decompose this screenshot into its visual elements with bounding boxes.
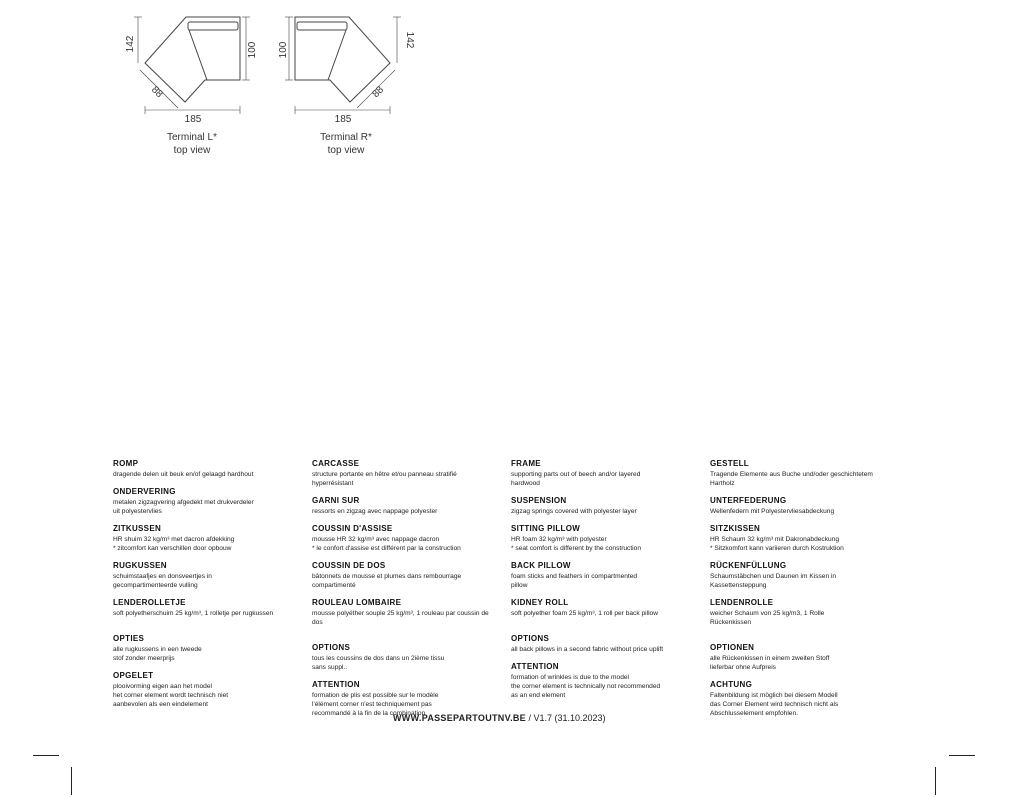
caption-terminal-left (132, 131, 252, 157)
spec-line: dos (312, 619, 323, 626)
version-text: / V1.7 (31.10.2023) (525, 713, 606, 723)
spec-line: Kassettensteppung (710, 582, 767, 589)
spec-line: Tragende Elemente aus Buche und/oder geschichtetem (710, 471, 873, 478)
spec-line: l'élément corner n'est techniquement pas (312, 701, 432, 708)
spec-line: * zitcomfort kan verschillen door opbouw (113, 545, 232, 552)
spec-line: Rückenkissen (710, 619, 752, 626)
caption-title: Terminal L* (166, 132, 218, 143)
spec-heading: SITZKISSEN (710, 524, 761, 533)
spec-line: hardwood (511, 480, 540, 487)
spec-line: zigzag springs covered with polyester layer (511, 508, 637, 515)
spec-section (511, 560, 701, 590)
spec-heading: ROMP (113, 459, 139, 468)
spec-heading: ONDERVERING (113, 487, 176, 496)
crop-mark-right-horizontal (949, 755, 975, 756)
dim-width: 185 (184, 114, 202, 125)
spec-line: as an end element (511, 692, 566, 699)
spec-section (312, 642, 502, 672)
spec-section (511, 495, 701, 516)
spec-line: pillow (511, 582, 528, 589)
footer (393, 713, 606, 723)
crop-mark-left-horizontal (33, 755, 59, 756)
spec-heading: UNTERFEDERUNG (710, 496, 787, 505)
spec-section (710, 642, 900, 672)
spec-line: stof zonder meerprijs (113, 655, 175, 662)
terminal-left-drawing (118, 10, 258, 130)
spec-section (113, 523, 303, 553)
dim-side: 88 (370, 84, 387, 101)
spec-body (511, 470, 701, 488)
column-dutch (113, 458, 303, 716)
dim-side: 88 (148, 84, 165, 101)
spec-body (710, 535, 900, 553)
crop-mark-right-vertical (935, 767, 936, 795)
spec-line: gecompartimenteerde vulling (113, 582, 198, 589)
spec-line: * seat comfort is different by the construction (511, 545, 641, 552)
spec-body (710, 609, 900, 627)
spec-section (710, 679, 900, 718)
spec-line: Schaumstäbchen und Daunen im Kissen in (710, 573, 837, 580)
dim-height: 100 (247, 41, 258, 59)
diagram-terminal-left (118, 10, 258, 130)
spec-heading: ATTENTION (312, 680, 360, 689)
spec-section (511, 523, 701, 553)
spec-heading: RUGKUSSEN (113, 561, 167, 570)
spec-heading: COUSSIN DE DOS (312, 561, 386, 570)
spec-line: formation of wrinkles is due to the model (511, 674, 630, 681)
spec-body (312, 609, 502, 627)
spec-body (312, 572, 502, 590)
spec-body (113, 572, 303, 590)
column-german (710, 458, 900, 725)
caption-terminal-right (286, 131, 406, 157)
spec-line: plooivorming eigen aan het model (113, 683, 212, 690)
spec-line: foam sticks and feathers in compartmented (511, 573, 638, 580)
spec-body (511, 572, 701, 590)
spec-heading: OPTIONS (511, 634, 550, 643)
spec-body (312, 654, 502, 672)
spec-body (312, 470, 502, 488)
spec-line: structure portante en hêtre et/ou panneau stratifié (312, 471, 457, 478)
spec-heading: OPTIONEN (710, 643, 755, 652)
spec-line: das Corner Element wird technisch nicht als (710, 701, 839, 708)
diagram-terminal-right (280, 10, 420, 130)
spec-body (511, 673, 701, 700)
spec-body (312, 507, 502, 516)
spec-line: all back pillows in a second fabric without price uplift (511, 646, 664, 653)
spec-body (511, 645, 701, 654)
spec-line: metalen zigzagvering afgedekt met drukverdeler (113, 499, 254, 506)
spec-heading: ROULEAU LOMBAIRE (312, 598, 402, 607)
spec-section (312, 597, 502, 627)
spec-line: alle Rückenkissen in einem zweiten Stoff (710, 655, 830, 662)
spec-heading: OPTIES (113, 634, 145, 643)
spec-line: sans suppl.. (312, 664, 348, 671)
terminal-right-drawing (280, 10, 420, 130)
spec-body (710, 572, 900, 590)
spec-section (113, 597, 303, 618)
spec-body (113, 470, 303, 479)
dim-depth: 142 (404, 31, 415, 49)
spec-body (113, 498, 303, 516)
spec-heading: LENDENROLLE (710, 598, 774, 607)
spec-line: HR Schaum 32 kg/m³ mit Dakronabdeckung (710, 536, 839, 543)
spec-body (511, 535, 701, 553)
spec-heading: ZITKUSSEN (113, 524, 162, 533)
spec-section (113, 458, 303, 479)
spec-line: tous les coussins de dos dans un 2ième tissu (312, 655, 445, 662)
spec-body (511, 507, 701, 516)
spec-line: HR shuim 32 kg/m³ met dacron afdekking (113, 536, 235, 543)
spec-line: Abschlusselement empfohlen. (710, 710, 798, 717)
spec-section (113, 670, 303, 709)
spec-heading: KIDNEY ROLL (511, 598, 569, 607)
spec-line: bâtonnets de mousse et plumes dans rembourrage (312, 573, 462, 580)
spec-line: alle rugkussens in een tweede (113, 646, 202, 653)
spec-body (710, 654, 900, 672)
caption-view: top view (327, 145, 365, 156)
spec-line: aanbevolen als een eindelement (113, 701, 208, 708)
dim-depth: 142 (125, 35, 136, 53)
spec-line: mousse HR 32 kg/m³ avec nappage dacron (312, 536, 440, 543)
spec-heading: COUSSIN D'ASSISE (312, 524, 393, 533)
spec-section (511, 633, 701, 654)
spec-line: * Sitzkomfort kann variieren durch Kostruktion (710, 545, 844, 552)
spec-section (312, 458, 502, 488)
spec-line: lieferbar ohne Aufpreis (710, 664, 776, 671)
spec-section (710, 523, 900, 553)
spec-line: Wellenfedern mit Polyestervliesabdeckung (710, 508, 835, 515)
spec-line: HR foam 32 kg/m³ with polyester (511, 536, 607, 543)
spec-section (312, 523, 502, 553)
spec-body (312, 535, 502, 553)
spec-line: het corner element wordt technisch niet (113, 692, 229, 699)
spec-section (113, 633, 303, 663)
dim-height: 100 (278, 41, 289, 59)
spec-line: weicher Schaum von 25 kg/m3, 1 Rolle (710, 610, 825, 617)
spec-heading: OPTIONS (312, 643, 351, 652)
spec-line: dragende delen uit beuk en/of gelaagd hardhout (113, 471, 254, 478)
spec-body (113, 682, 303, 709)
spec-body (710, 507, 900, 516)
spec-line: Faltenbildung ist möglich bei diesem Modell (710, 692, 838, 699)
spec-section (710, 458, 900, 488)
spec-heading: GARNI SUR (312, 496, 360, 505)
spec-heading: RÜCKENFÜLLUNG (710, 561, 787, 570)
column-french (312, 458, 502, 725)
caption-title: Terminal R* (320, 132, 372, 143)
spec-line: Hartholz (710, 480, 735, 487)
spec-heading: GESTELL (710, 459, 749, 468)
spec-heading: SUSPENSION (511, 496, 567, 505)
spec-section (113, 486, 303, 516)
spec-heading: SITTING PILLOW (511, 524, 581, 533)
spec-body (113, 645, 303, 663)
spec-body (511, 609, 701, 618)
spec-body (710, 691, 900, 718)
spec-line: recommandé à la fin de la combination (312, 710, 426, 717)
spec-line: supporting parts out of beech and/or layered (511, 471, 641, 478)
spec-line: the corner element is technically not recommended (511, 683, 661, 690)
spec-body (113, 535, 303, 553)
spec-heading: LENDEROLLETJE (113, 598, 186, 607)
spec-line: uit polyestervlies (113, 508, 162, 515)
spec-heading: ACHTUNG (710, 680, 753, 689)
website-link[interactable]: WWW.PASSEPARTOUTNV.BE (393, 713, 526, 723)
spec-line: compartimenté (312, 582, 356, 589)
spec-line: * le confort d'assise est différent par la construction (312, 545, 461, 552)
spec-line: soft polyether foam 25 kg/m³, 1 roll per back pillow (511, 610, 658, 617)
spec-line: schuimstaafjes en donsveertjes in (113, 573, 212, 580)
spec-section (710, 495, 900, 516)
caption-view: top view (173, 145, 211, 156)
spec-line: formation de plis est possible sur le modèle (312, 692, 439, 699)
spec-section (710, 597, 900, 627)
spec-line: ressorts en zigzag avec nappage polyester (312, 508, 438, 515)
spec-heading: OPGELET (113, 671, 154, 680)
column-english (511, 458, 701, 707)
spec-heading: FRAME (511, 459, 541, 468)
spec-section (113, 560, 303, 590)
spec-heading: CARCASSE (312, 459, 360, 468)
spec-heading: BACK PILLOW (511, 561, 571, 570)
spec-body (710, 470, 900, 488)
spec-section (312, 495, 502, 516)
spec-section (511, 458, 701, 488)
spec-section (511, 661, 701, 700)
crop-mark-left-vertical (71, 767, 72, 795)
spec-line: mousse polyéther souple 25 kg/m³, 1 rouleau par coussin de (312, 610, 489, 617)
dim-width: 185 (334, 114, 352, 125)
spec-line: soft polyetherschuim 25 kg/m³, 1 rolletje per rugkussen (113, 610, 274, 617)
spec-section (312, 560, 502, 590)
spec-section (511, 597, 701, 618)
spec-section (710, 560, 900, 590)
spec-heading: ATTENTION (511, 662, 559, 671)
spec-body (113, 609, 303, 618)
spec-line: hyperrésistant (312, 480, 354, 487)
